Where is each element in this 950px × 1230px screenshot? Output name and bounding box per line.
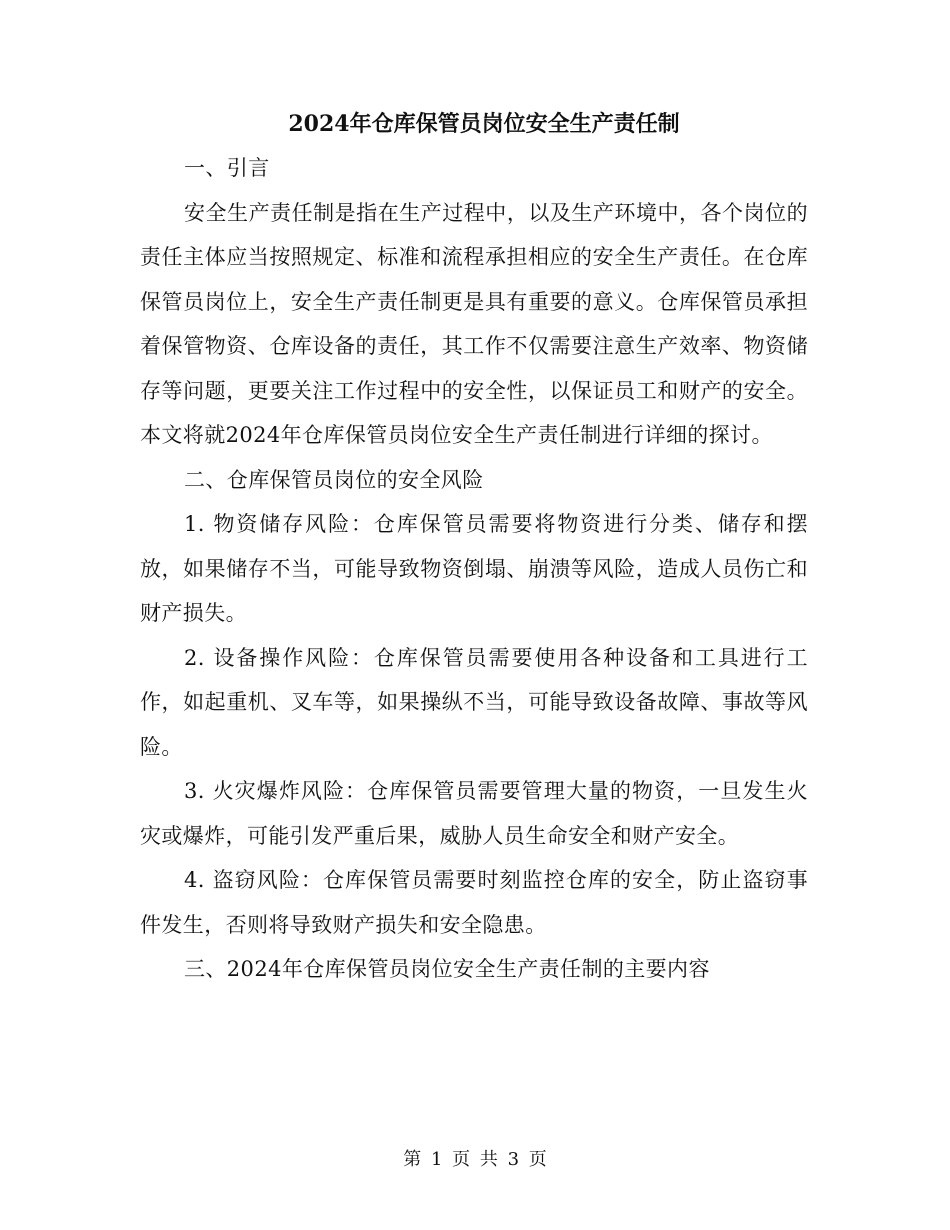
section-heading-risks: 二、仓库保管员岗位的安全风险 bbox=[184, 467, 484, 492]
paragraph-risk-equipment: 2. 设备操作风险：仓库保管员需要使用各种设备和工具进行工作，如起重机、叉车等，如果操纵不当，可能导致设备故障、事故等风险。 bbox=[140, 645, 808, 759]
section-heading-main-content: 三、2024年仓库保管员岗位安全生产责任制的主要内容 bbox=[184, 957, 710, 981]
paragraph-introduction: 安全生产责任制是指在生产过程中，以及生产环境中，各个岗位的责任主体应当按照规定、标准和流程承担相应的安全生产责任。在仓库保管员岗位上，安全生产责任制更是具有重要的意义。仓库保管员承担着保管物资、仓库设备的责任，其工作不仅需要注意生产效率、物资储存等问题，更要关注工作过程中的安全性，以保证员工和财产的安全。本文将就2024年仓库保管员岗位安全生产责任制进行详细的探讨。 bbox=[140, 200, 808, 447]
document-body bbox=[140, 102, 808, 992]
page-number-footer: 第 1 页 共 3 页 bbox=[403, 1149, 547, 1170]
paragraph-risk-theft: 4. 盗窃风险：仓库保管员需要时刻监控仓库的安全，防止盗窃事件发生，否则将导致财产损失和安全隐患。 bbox=[140, 868, 808, 937]
section-heading-introduction: 一、引言 bbox=[184, 156, 270, 180]
document-title: 2024年仓库保管员岗位安全生产责任制 bbox=[288, 111, 680, 137]
paragraph-risk-fire: 3. 火灾爆炸风险：仓库保管员需要管理大量的物资，一旦发生火灾或爆炸，可能引发严重后果，威胁人员生命安全和财产安全。 bbox=[140, 779, 808, 848]
paragraph-risk-storage: 1. 物资储存风险：仓库保管员需要将物资进行分类、储存和摆放，如果储存不当，可能导致物资倒塌、崩溃等风险，造成人员伤亡和财产损失。 bbox=[140, 512, 808, 625]
